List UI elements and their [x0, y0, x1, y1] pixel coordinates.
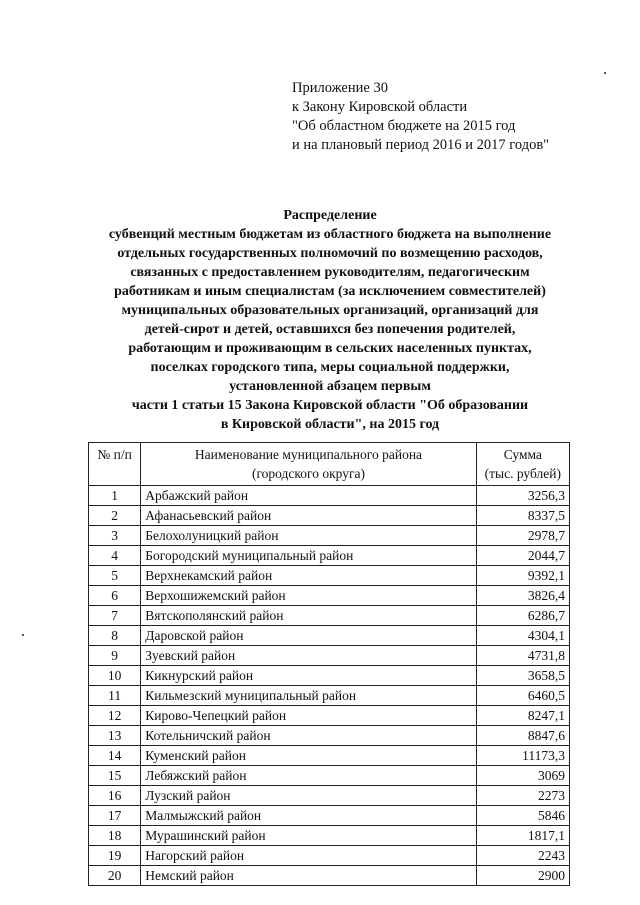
- row-sum: 2044,7: [476, 546, 569, 566]
- row-name: Афанасьевский район: [141, 506, 476, 526]
- appendix-line: к Закону Кировской области: [292, 99, 468, 115]
- table-row: [89, 646, 570, 666]
- table-row: [89, 746, 570, 766]
- table-row: [89, 766, 570, 786]
- row-name: Куменский район: [141, 746, 476, 766]
- row-name: Вятскополянский район: [141, 606, 476, 626]
- row-num: 1: [89, 486, 141, 506]
- table-row: [89, 526, 570, 546]
- table-row: [89, 686, 570, 706]
- row-name: Лебяжский район: [141, 766, 476, 786]
- row-name: Лузский район: [141, 786, 476, 806]
- header-sum-line: Сумма: [503, 447, 542, 462]
- row-num: 2: [89, 506, 141, 526]
- table-row: [89, 826, 570, 846]
- table-row: [89, 546, 570, 566]
- table-body: [89, 486, 570, 886]
- table-row: [89, 846, 570, 866]
- appendix-line: Приложение 30: [292, 80, 388, 96]
- row-name: Нагорский район: [141, 846, 476, 866]
- appendix-header: [292, 79, 549, 155]
- row-sum: 2273: [476, 786, 569, 806]
- title-line: работникам и иным специалистам (за исключением совместителей): [114, 284, 546, 299]
- row-name: Малмыжский район: [141, 806, 476, 826]
- row-num: 20: [89, 866, 141, 886]
- title-line: связанных с предоставлением руководителям, педагогическим: [130, 265, 530, 280]
- row-num: 5: [89, 566, 141, 586]
- row-name: Мурашинский район: [141, 826, 476, 846]
- row-num: 17: [89, 806, 141, 826]
- row-num: 3: [89, 526, 141, 546]
- row-name: Зуевский район: [141, 646, 476, 666]
- table-row: [89, 606, 570, 626]
- row-num: 19: [89, 846, 141, 866]
- row-num: 6: [89, 586, 141, 606]
- row-name: Белохолуницкий район: [141, 526, 476, 546]
- table-row: [89, 726, 570, 746]
- table-row: [89, 566, 570, 586]
- header-sum-line: (тыс. рублей): [484, 466, 561, 481]
- row-num: 7: [89, 606, 141, 626]
- title-line: в Кировской области", на 2015 год: [220, 417, 440, 432]
- row-num: 12: [89, 706, 141, 726]
- row-num: 14: [89, 746, 141, 766]
- row-num: 13: [89, 726, 141, 746]
- table-row: [89, 866, 570, 886]
- row-sum: 5846: [476, 806, 569, 826]
- row-sum: 2978,7: [476, 526, 569, 546]
- row-sum: 8847,6: [476, 726, 569, 746]
- row-sum: 3826,4: [476, 586, 569, 606]
- table-header-row: [89, 443, 570, 486]
- row-num: 16: [89, 786, 141, 806]
- row-num: 10: [89, 666, 141, 686]
- header-num: № п/п: [89, 443, 141, 486]
- row-sum: 11173,3: [476, 746, 569, 766]
- row-name: Котельничский район: [141, 726, 476, 746]
- row-name: Верхнекамский район: [141, 566, 476, 586]
- title-line: детей-сирот и детей, оставшихся без попечения родителей,: [144, 322, 516, 337]
- document-title: [60, 206, 600, 434]
- row-num: 18: [89, 826, 141, 846]
- row-name: Даровской район: [141, 626, 476, 646]
- header-name: [141, 443, 476, 486]
- row-num: 8: [89, 626, 141, 646]
- table-row: [89, 626, 570, 646]
- title-line: поселках городского типа, меры социальной поддержки,: [150, 360, 510, 375]
- row-name: Кирово-Чепецкий район: [141, 706, 476, 726]
- title-line: установленной абзацем первым: [229, 379, 431, 394]
- appendix-line: "Об областном бюджете на 2015 год: [292, 118, 516, 134]
- table-row: [89, 586, 570, 606]
- row-sum: 3658,5: [476, 666, 569, 686]
- row-sum: 3256,3: [476, 486, 569, 506]
- title-line: Распределение: [283, 208, 377, 223]
- title-line: отдельных государственных полномочий по возмещению расходов,: [117, 246, 543, 261]
- row-num: 15: [89, 766, 141, 786]
- row-sum: 8247,1: [476, 706, 569, 726]
- table-row: [89, 486, 570, 506]
- scan-speck: [604, 72, 606, 74]
- header-name-line: Наименование муниципального района: [194, 447, 423, 462]
- row-sum: 6460,5: [476, 686, 569, 706]
- row-sum: 4304,1: [476, 626, 569, 646]
- table-row: [89, 706, 570, 726]
- table-row: [89, 786, 570, 806]
- row-num: 4: [89, 546, 141, 566]
- row-name: Арбажский район: [141, 486, 476, 506]
- title-line: муниципальных образовательных организаций, организаций для: [121, 303, 539, 318]
- header-sum: [476, 443, 569, 486]
- row-sum: 6286,7: [476, 606, 569, 626]
- row-sum: 2243: [476, 846, 569, 866]
- row-name: Кильмезский муниципальный район: [141, 686, 476, 706]
- row-name: Богородский муниципальный район: [141, 546, 476, 566]
- row-sum: 8337,5: [476, 506, 569, 526]
- row-num: 9: [89, 646, 141, 666]
- table-row: [89, 506, 570, 526]
- row-name: Верхошижемский район: [141, 586, 476, 606]
- row-name: Кикнурский район: [141, 666, 476, 686]
- row-name: Немский район: [141, 866, 476, 886]
- row-sum: 1817,1: [476, 826, 569, 846]
- scan-speck: [22, 634, 24, 636]
- title-line: субвенций местным бюджетам из областного бюджета на выполнение: [108, 227, 552, 242]
- appendix-line: и на плановый период 2016 и 2017 годов": [292, 137, 550, 153]
- distribution-table: [88, 442, 570, 886]
- title-line: работающим и проживающим в сельских населенных пунктах,: [128, 341, 532, 356]
- row-num: 11: [89, 686, 141, 706]
- row-sum: 2900: [476, 866, 569, 886]
- row-sum: 9392,1: [476, 566, 569, 586]
- row-sum: 4731,8: [476, 646, 569, 666]
- row-sum: 3069: [476, 766, 569, 786]
- table-row: [89, 666, 570, 686]
- table-row: [89, 806, 570, 826]
- title-line: части 1 статьи 15 Закона Кировской области "Об образовании: [131, 398, 529, 413]
- header-name-line: (городского округа): [251, 466, 365, 481]
